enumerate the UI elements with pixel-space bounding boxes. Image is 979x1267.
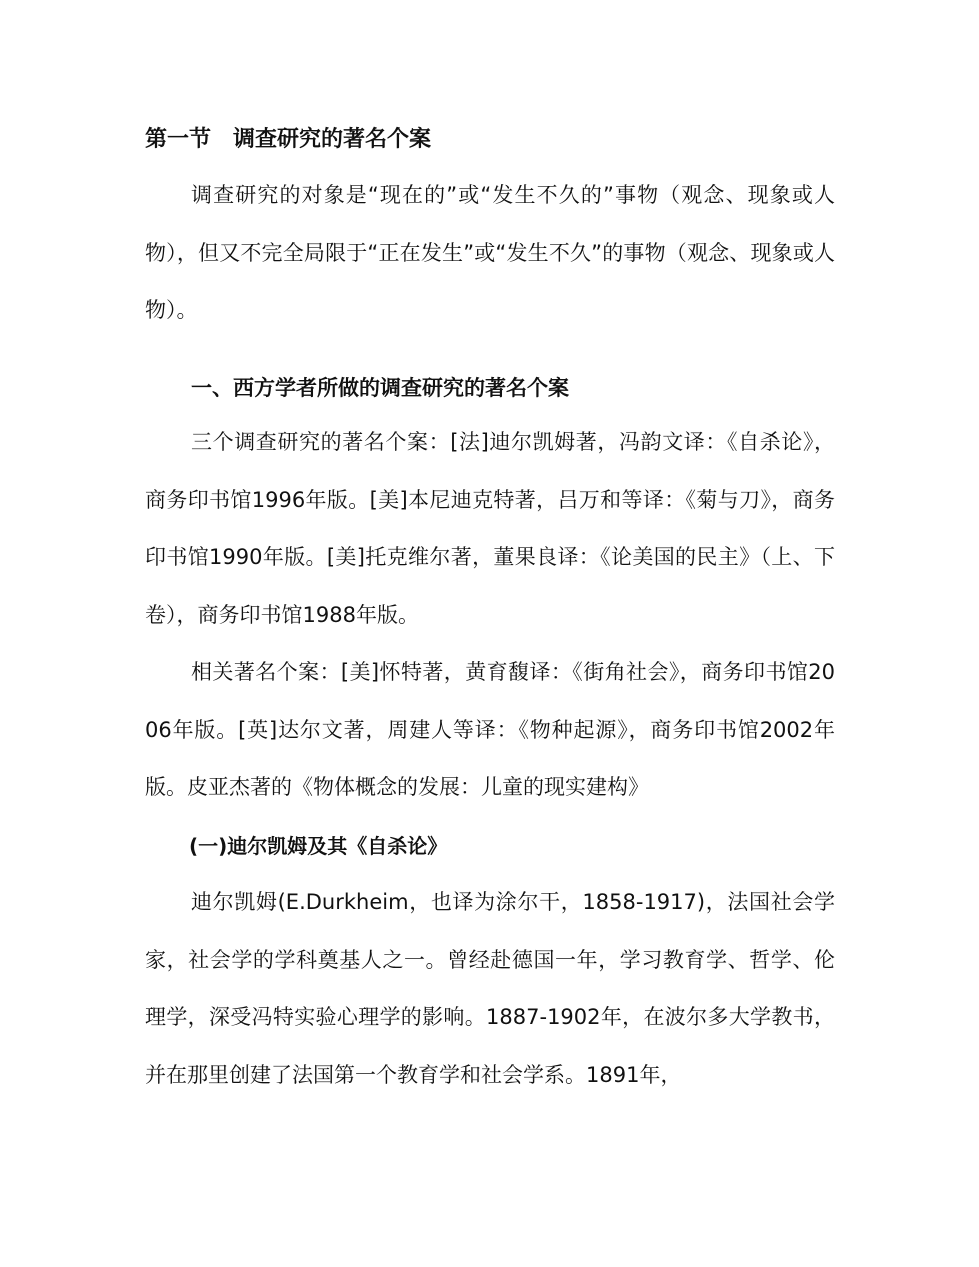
intro-paragraph: 调查研究的对象是“现在的”或“发生不久的”事物（观念、现象或人物），但又不完全局限于“正在发生”或“发生不久”的事物（观念、现象或人物）。 [145, 183, 835, 322]
durkheim-paragraph: 迪尔凯姆(E.Durkheim，也译为涂尔干，1858-1917)，法国社会学家，社会学的学科奠基人之一。曾经赴德国一年，学习教育学、哲学、伦理学，深受冯特实验心理学的影响。1887-1902年，在波尔多大学教书，并在那里创建了法国第一个教育学和社会学系。1891年， [145, 890, 835, 1087]
western-cases-paragraph: 三个调查研究的著名个案：[法]迪尔凯姆著，冯韵文译：《自杀论》，商务印书馆1996年版。[美]本尼迪克特著，吕万和等译：《菊与刀》，商务印书馆1990年版。[美]托克维尔著，董果良译：《论美国的民主》（上、下卷），商务印书馆1988年版。 [145, 430, 835, 627]
related-cases-paragraph: 相关著名个案：[美]怀特著，黄育馥译：《街角社会》，商务印书馆2006年版。[英]达尔文著，周建人等译：《物种起源》，商务印书馆2002年版。皮亚杰著的《物体概念的发展：儿童的现实建构》 [145, 660, 835, 799]
durkheim-heading: (一)迪尔凯姆及其《自杀论》 [189, 834, 448, 858]
section-title: 第一节 调查研究的著名个案 [145, 127, 432, 152]
western-cases-heading: 一、西方学者所做的调查研究的著名个案 [191, 376, 569, 400]
